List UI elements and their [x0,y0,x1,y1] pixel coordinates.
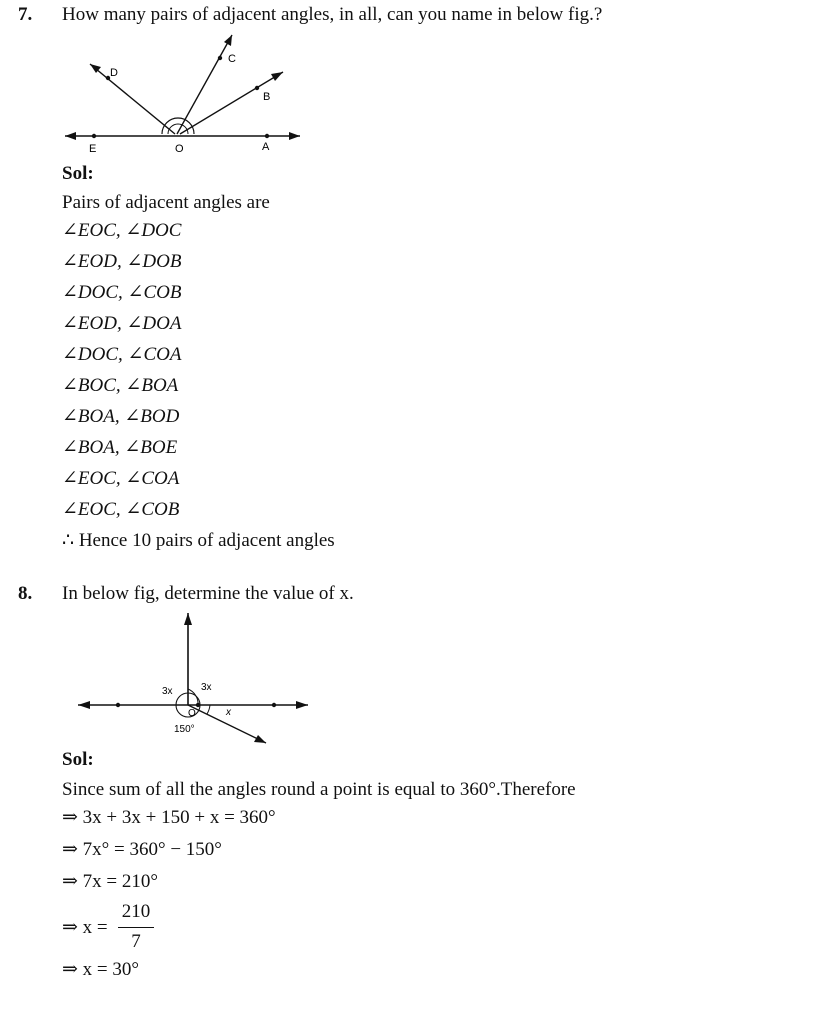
solution-7-intro: Pairs of adjacent angles are [62,192,270,213]
label-a: A [262,141,270,153]
fraction [116,901,156,953]
label-e: E [89,143,97,155]
label-b: B [263,91,271,103]
equation-step: ⇒ 3x + 3x + 150 + x = 360° [62,807,276,828]
round-point-angles-figure [70,610,320,745]
angle-pair: ∠EOC, ∠COB [62,499,180,520]
fraction-denominator: 7 [131,931,141,952]
label-c: C [228,53,236,65]
angle-pair: ∠BOA, ∠BOE [62,437,178,458]
final-answer: ⇒ x = 30° [62,959,139,980]
angle-pair: ∠DOC, ∠COA [62,344,182,365]
label-3x-left: 3x [162,686,173,697]
question-8-text: In below fig, determine the value of x. [62,583,354,604]
fraction-bar [118,927,154,928]
question-7-number: 7. [18,4,33,25]
equation-step: ⇒ 7x = 210° [62,871,158,892]
label-150: 150° [174,724,195,735]
label-3x-right: 3x [201,682,212,693]
question-7-text: How many pairs of adjacent angles, in all, can you name in below fig.? [62,4,603,25]
label-o: O [175,143,184,155]
angle-pair: ∠BOC, ∠BOA [62,375,179,396]
angle-pair: ∠BOA, ∠BOD [62,406,180,427]
angle-pair: ∠EOC, ∠DOC [62,220,182,241]
angle-pair: ∠DOC, ∠COB [62,282,182,303]
solution-7-conclusion: ∴ Hence 10 pairs of adjacent angles [62,530,335,551]
fraction-numerator: 210 [121,901,151,922]
angle-pair: ∠EOD, ∠DOB [62,251,182,272]
adjacent-angles-figure [60,30,320,160]
solution-8-label: Sol: [62,749,94,770]
solution-7-label: Sol: [62,163,94,184]
angle-pair: ∠EOC, ∠COA [62,468,180,489]
question-8-number: 8. [18,583,33,604]
fraction-prefix: ⇒ x = [62,917,108,938]
label-d: D [110,67,118,79]
equation-step: ⇒ 7x° = 360° − 150° [62,839,222,860]
label-o: O [188,708,196,719]
label-x: x [226,707,231,718]
solution-8-statement: Since sum of all the angles round a point is equal to 360°.Therefore [62,779,576,800]
angle-pair: ∠EOD, ∠DOA [62,313,182,334]
